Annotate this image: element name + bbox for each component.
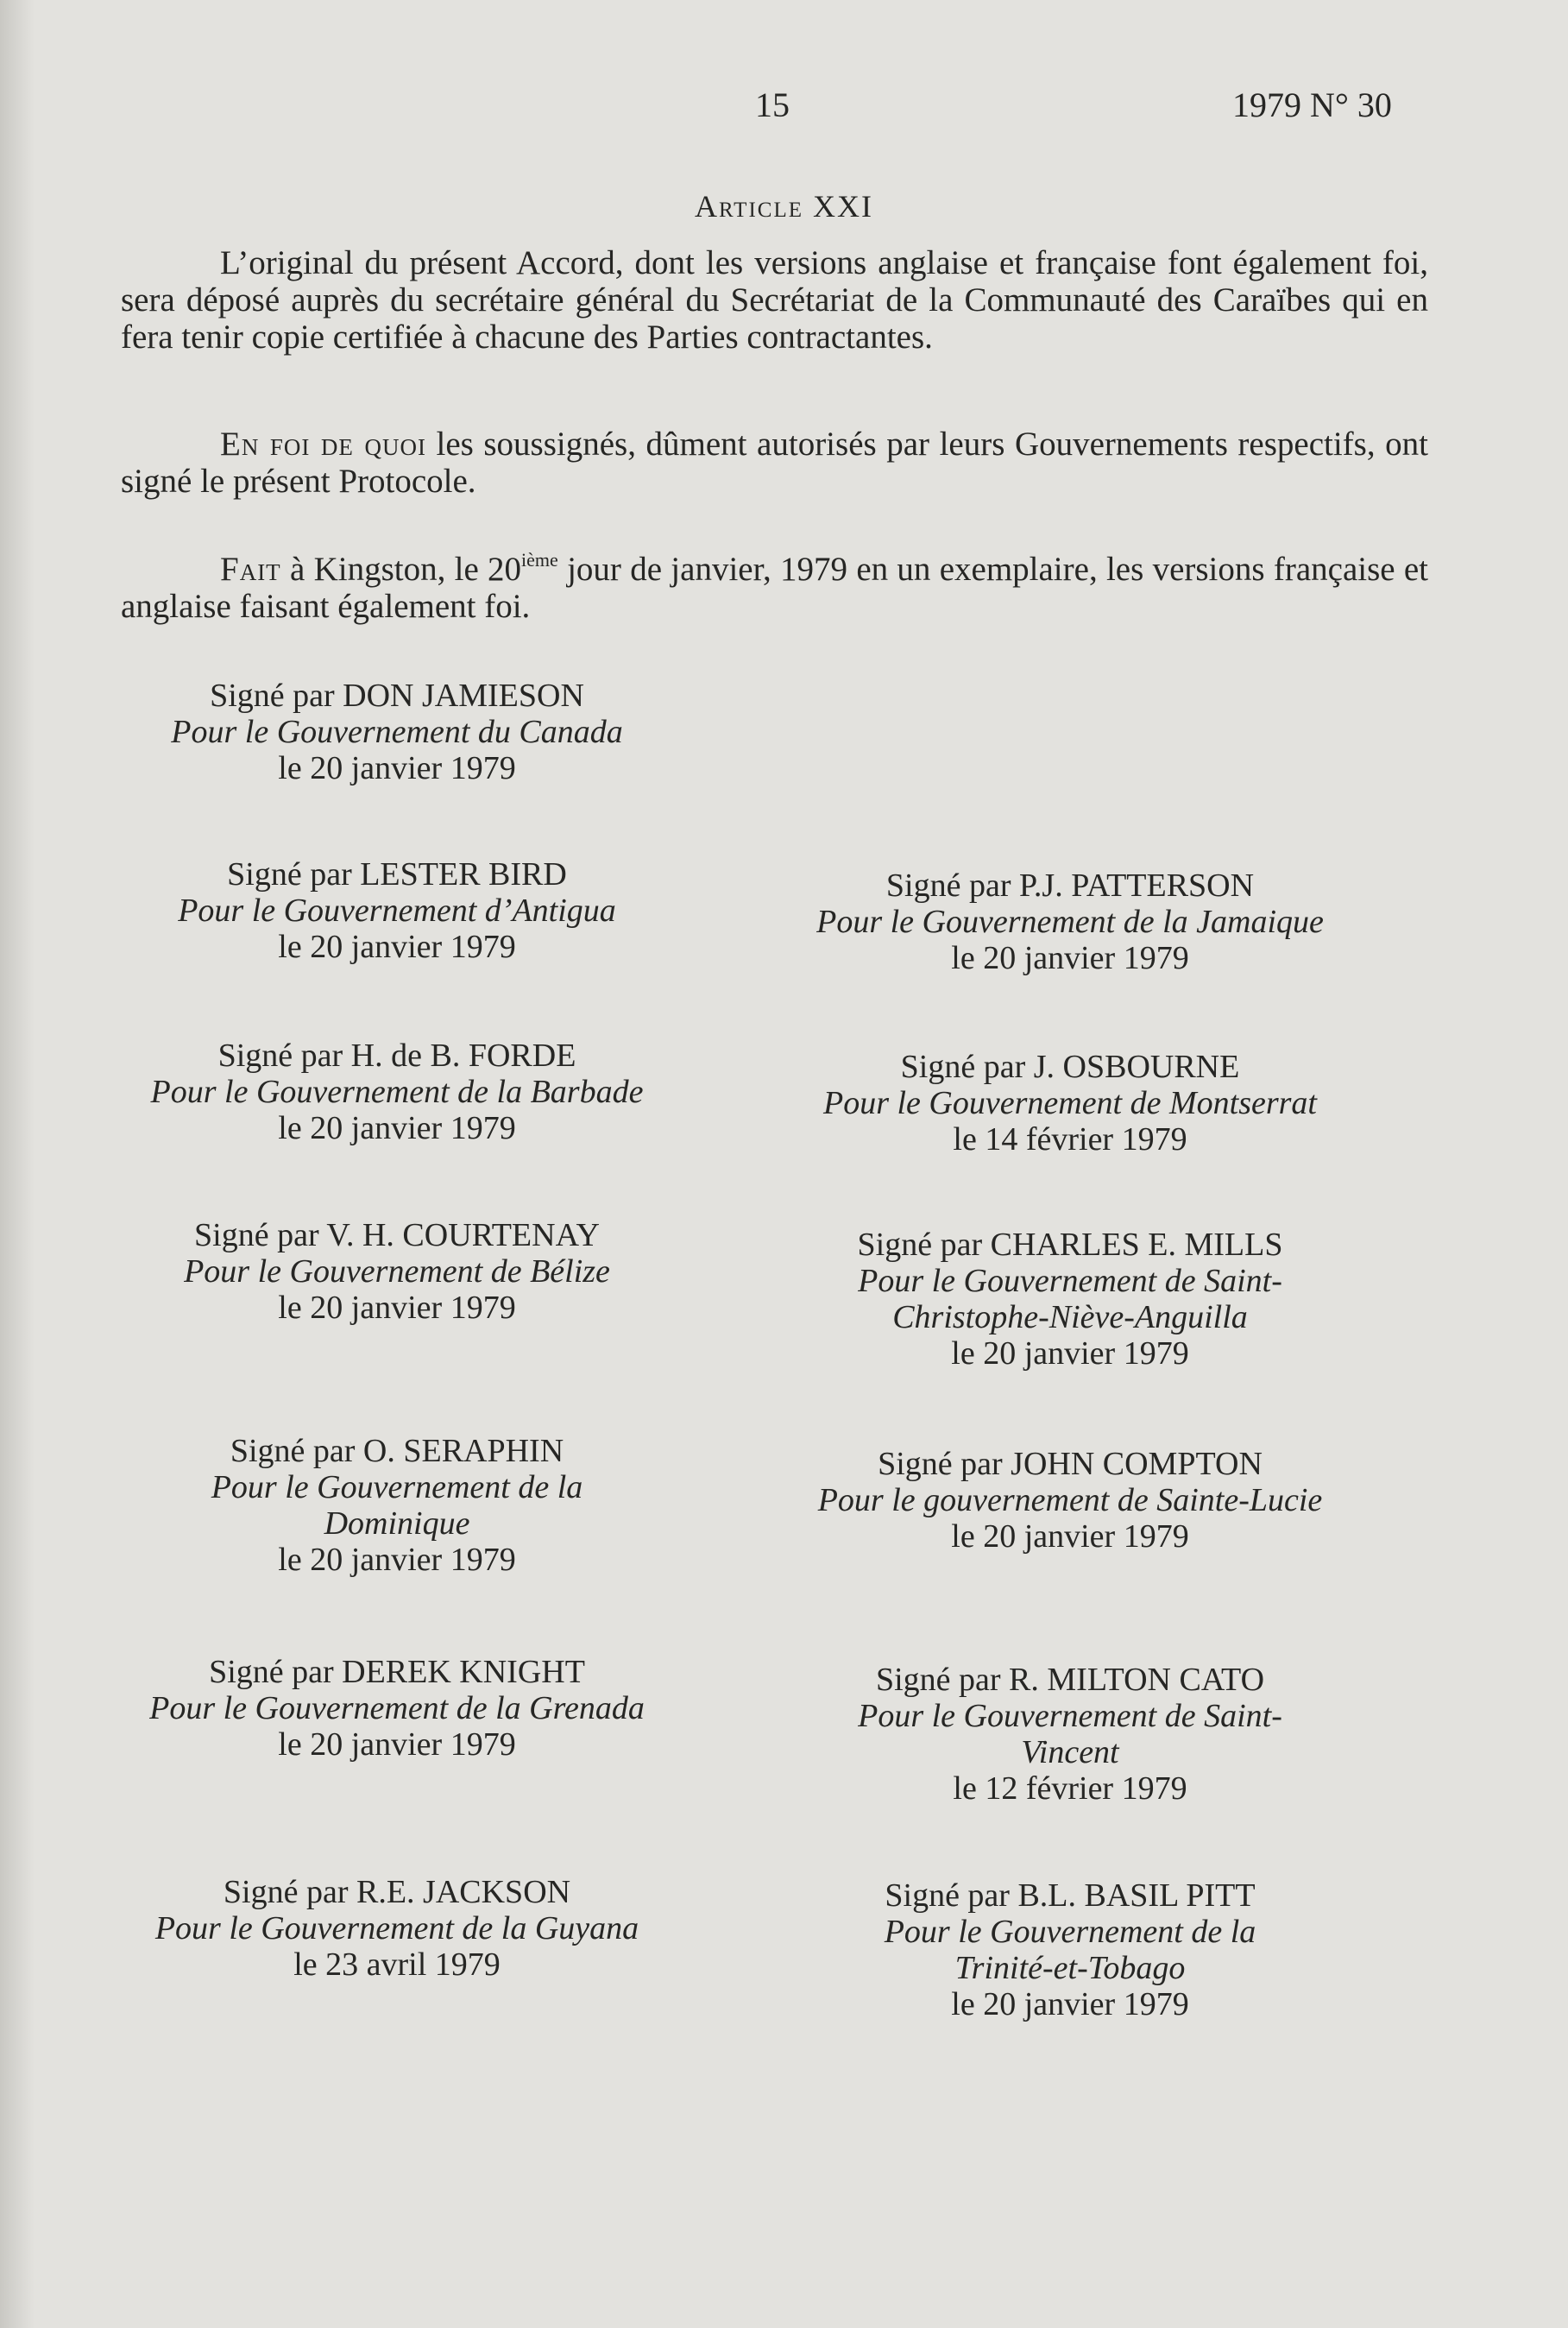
signature-date: le 20 janvier 1979 [951,1335,1189,1372]
signatory-government-line-2: Vincent [1021,1734,1119,1770]
signature-block-montserrat [768,1049,1372,1158]
signature-block-grenada [95,1654,699,1763]
signature-date: le 20 janvier 1979 [278,1290,516,1326]
signature-date: le 20 janvier 1979 [278,750,516,786]
signature-block-trinite [768,1877,1372,2022]
signatory-government: Pour le Gouvernement de la Barbade [150,1074,644,1110]
paragraph-text [121,551,1428,625]
signature-block-sainte-lucie [768,1446,1372,1555]
signatory-government: Pour le Gouvernement de Bélize [184,1253,610,1290]
signature-block-dominique [95,1433,699,1578]
paragraph-done-at [121,551,1428,625]
signatory-name: Signé par O. SERAPHIN [230,1433,564,1469]
witness-text: les soussignés, dûment autorisés par leurs Gouvernements respectifs, ont signé le présent Protocole. [121,426,1428,500]
signatory-government: Pour le Gouvernement de la Guyana [154,1910,639,1946]
signatory-government: Pour le Gouvernement de Montserrat [823,1085,1317,1121]
signatory-government-line-1: Pour le Gouvernement de la [211,1469,583,1505]
signatory-name: Signé par R. MILTON CATO [875,1662,1265,1698]
paragraph-text: L’original du présent Accord, dont les versions anglaise et française font également foi, sera déposé auprès du secrétaire général du Secrétariat de la Communauté des Caraïbes qui en fera tenir copie certifiée à chacune des Parties contractantes. [121,244,1428,356]
signatory-name: Signé par V. H. COURTENAY [194,1217,600,1253]
signature-block-saint-christophe [768,1227,1372,1372]
article-title: Article XXI [695,189,873,224]
signature-date: le 14 février 1979 [953,1121,1187,1158]
signatory-name: Signé par CHARLES E. MILLS [857,1227,1283,1263]
signatory-name: Signé par DON JAMIESON [210,678,584,714]
signature-date: le 20 janvier 1979 [951,940,1189,976]
signatory-government: Pour le Gouvernement de la Grenada [149,1690,645,1726]
paragraph-witness [121,426,1428,500]
signatory-government-line-2: Dominique [324,1505,470,1542]
done-text-a: à Kingston, le 20 [280,551,522,588]
signatory-name: Signé par JOHN COMPTON [878,1446,1263,1482]
signatory-government: Pour le Gouvernement de la Jamaique [816,904,1324,940]
signatory-government-line-1: Pour le Gouvernement de la [884,1914,1256,1950]
ordinal-suffix: ième [521,549,558,571]
signatory-name: Signé par B.L. BASIL PITT [885,1877,1256,1914]
page-binding-shadow [0,0,35,2328]
signatory-name: Signé par LESTER BIRD [227,856,567,893]
paragraph-original-deposit [121,244,1428,356]
signatory-name: Signé par R.E. JACKSON [223,1874,571,1910]
signatory-government-line-2: Trinité-et-Tobago [954,1950,1186,1986]
signature-block-antigua [95,856,699,965]
done-text-b: jour de janvier, 1979 en un exemplaire, les versions française et anglaise faisant également foi. [121,551,1429,625]
signatory-government: Pour le gouvernement de Sainte-Lucie [817,1482,1323,1518]
paragraph-text [121,426,1428,500]
witness-lead: En foi de quoi [220,426,426,463]
signature-block-guyana [95,1874,699,1983]
signatory-government-line-2: Christophe-Niève-Anguilla [892,1299,1248,1335]
page-number: 15 [755,85,790,124]
signature-date: le 20 janvier 1979 [278,929,516,965]
signature-date: le 20 janvier 1979 [951,1986,1189,2022]
signature-date: le 20 janvier 1979 [278,1542,516,1578]
document-reference: 1979 N° 30 [1232,85,1392,124]
signatory-name: Signé par J. OSBOURNE [900,1049,1240,1085]
done-lead: Fait [220,551,281,588]
signatory-government-line-1: Pour le Gouvernement de Saint- [858,1698,1282,1734]
signatory-government: Pour le Gouvernement d’Antigua [178,893,616,929]
signature-date: le 23 avril 1979 [293,1946,501,1983]
signatory-name: Signé par DEREK KNIGHT [209,1654,585,1690]
signature-date: le 20 janvier 1979 [278,1726,516,1763]
signatory-government-line-1: Pour le Gouvernement de Saint- [858,1263,1282,1299]
signature-block-canada [95,678,699,786]
signatory-name: Signé par H. de B. FORDE [217,1038,576,1074]
signature-block-belize [95,1217,699,1326]
signature-date: le 20 janvier 1979 [278,1110,516,1146]
signature-date: le 12 février 1979 [953,1770,1187,1807]
signature-date: le 20 janvier 1979 [951,1518,1189,1555]
signatory-name: Signé par P.J. PATTERSON [885,867,1255,904]
signature-block-jamaique [768,867,1372,976]
signatory-government: Pour le Gouvernement du Canada [171,714,623,750]
signature-block-barbade [95,1038,699,1146]
signature-block-saint-vincent [768,1662,1372,1807]
